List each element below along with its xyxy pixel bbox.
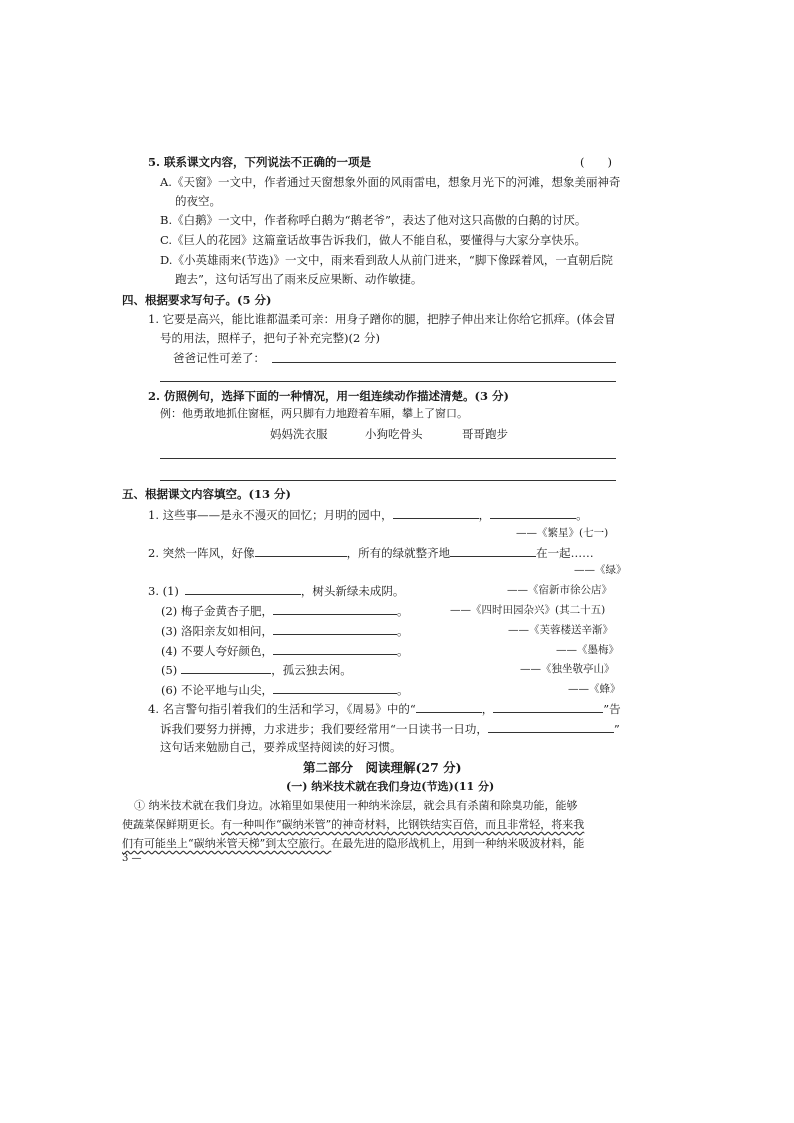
sec5-q2-blank-1[interactable]: [255, 544, 347, 557]
sec5-q4: [148, 700, 621, 717]
sec5-q4-sep: ，: [481, 702, 494, 716]
sec5-q3-3: [161, 622, 408, 639]
sec4-q2-answer-line-2[interactable]: [160, 480, 616, 481]
sec5-q4-line2-text: 诉我们要努力拼搏，力求进步；我们要经常用“一日读书一日功，: [160, 722, 488, 736]
sec5-q3-6-source: ——《蜂》: [568, 683, 621, 695]
q5-option-d: D.《小英雄雨来(节选)》一文中，雨来看到敌人从前门进来，“脚下像踩着风，一直朝后院: [160, 253, 613, 267]
sec5-q3-4-text: (4) 不要人夸好颜色，: [161, 644, 273, 658]
sec5-q3-1-num: 3. (1): [148, 584, 179, 598]
sec5-q3-1-source: ——《宿新市徐公店》: [507, 584, 612, 596]
q5-option-b: B.《白鹅》一文中，作者称呼白鹅为“鹅老爷”，表达了他对这只高傲的白鹅的讨厌。: [160, 213, 587, 227]
sec5-q4-blank-2[interactable]: [493, 700, 603, 713]
sec4-q1-answer-line-1[interactable]: [272, 362, 616, 363]
sec5-q3-5-source: ——《独坐敬亭山》: [520, 663, 615, 675]
sec5-q3-3-text: (3) 洛阳亲友如相问，: [161, 624, 273, 638]
sec5-q2-source: ——《绿》: [574, 564, 627, 576]
sec4-example: 例：他勇敢地抓住窗框，两只脚有力地蹬着车厢，攀上了窗口。: [160, 407, 468, 420]
reading-1-title: (一) 纳米技术就在我们身边(节选)(11 分): [286, 780, 495, 793]
sec5-q3-2-blank[interactable]: [273, 602, 397, 615]
sec5-q3-1-blank[interactable]: [185, 582, 301, 595]
sec4-q1-cont: 号的用法，照样子，把句子补充完整)(2 分): [160, 331, 380, 345]
reading-line3-wavy: 们有可能坐上“碳纳米管天梯”到太空旅行。: [122, 837, 332, 850]
sec4-q1-answer-line-2[interactable]: [160, 381, 616, 382]
sec4-q1: 1. 它要是高兴，能比谁都温柔可亲：用身子蹭你的腿，把脖子伸出来让你给它抓痒。(体会冒: [148, 312, 616, 326]
sec4-q2: 2. 仿照例句，选择下面的一种情况，用一组连续动作描述清楚。(3 分): [148, 389, 509, 403]
sec5-q1-text: 1. 这些事——是永不漫灭的回忆；月明的园中，: [148, 508, 393, 522]
sec5-q4-blank-1[interactable]: [416, 700, 482, 713]
sec5-q3-5-num: (5): [161, 663, 178, 677]
sec5-q1-blank-2[interactable]: [490, 506, 576, 519]
sec5-q3-3-end: 。: [396, 624, 409, 638]
sec5-q3-2-end: 。: [396, 604, 409, 618]
sec5-q3-2: [161, 602, 408, 619]
section-5-title: 五、根据课文内容填空。(13 分): [122, 487, 291, 501]
sec5-q4-text-a: 4. 名言警句指引着我们的生活和学习，《周易》中的“: [148, 702, 416, 716]
reading-para-line-2: [122, 816, 584, 832]
reading-para-line-3: [122, 835, 584, 851]
sec5-q3-2-text: (2) 梅子金黄杏子肥，: [161, 604, 273, 618]
sec5-q3-1-text: ，树头新绿未成阴。: [300, 584, 405, 598]
choice-mom-washing: 妈妈洗衣服: [270, 427, 328, 441]
sec5-q3-1: [148, 582, 404, 599]
reading-line3-plain: 在最先进的隐形战机上，用到一种纳米吸波材料，能: [331, 837, 585, 850]
sec5-q3-4-source: ——《墨梅》: [556, 644, 619, 656]
sec5-q3-5-text: ，孤云独去闲。: [271, 663, 352, 677]
reading-para-line-1: ① 纳米技术就在我们身边。冰箱里如果使用一种纳米涂层，就会具有杀菌和除臭功能，能够: [134, 799, 578, 812]
sec5-q3-3-source: ——《芙蓉楼送辛渐》: [508, 624, 613, 636]
sec5-q3-4-end: 。: [396, 644, 409, 658]
reading-line2-plain: 使蔬菜保鲜期更长。: [122, 818, 221, 831]
sec5-q3-6: [161, 681, 408, 698]
sec5-q1-sep: ，: [478, 508, 491, 522]
sec4-q1-lead: 爸爸记性可差了：: [173, 351, 265, 365]
choice-dog-eating: 小狗吃骨头: [365, 427, 423, 441]
sec5-q2-text-c: 在一起……: [536, 546, 594, 560]
sec5-q3-4-blank[interactable]: [273, 642, 397, 655]
reading-line2-wavy: 有一种叫作“碳纳米管”的神奇材料，比钢铁结实百倍，而且非常轻，将来我: [221, 818, 585, 831]
sec5-q4-line2: [160, 720, 620, 737]
q5-option-a-cont: 的夜空。: [175, 194, 221, 208]
sec5-q2: [148, 544, 594, 561]
sec5-q3-2-source: ——《四时田园杂兴》(其二十五): [450, 604, 606, 616]
sec5-q1-blank-1[interactable]: [393, 506, 479, 519]
sec5-q2-text-b: ，所有的绿就整齐地: [346, 546, 451, 560]
q5-option-a: A.《天窗》一文中，作者通过天窗想象外面的风雨雷电，想象月光下的河滩，想象美丽神奇: [160, 175, 621, 189]
part-2-title: 第二部分 阅读理解(27 分): [303, 760, 462, 775]
page-number: 3 —: [122, 853, 142, 864]
sec5-q4-line3: 这句话来勉励自己，要养成坚持阅读的好习惯。: [160, 740, 402, 754]
sec5-q3-6-blank[interactable]: [273, 681, 397, 694]
sec5-q3-5-blank[interactable]: [181, 661, 271, 674]
sec5-q1-end: 。: [576, 508, 588, 522]
choice-brother-running: 哥哥跑步: [462, 427, 508, 441]
sec5-q1: [148, 506, 588, 523]
sec5-q3-3-blank[interactable]: [273, 622, 397, 635]
sec5-q4-line2-end: ”: [613, 722, 620, 736]
sec5-q3-5: [161, 661, 352, 678]
sec5-q3-6-text: (6) 不论平地与山尖，: [161, 683, 273, 697]
sec5-q4-blank-3[interactable]: [488, 720, 614, 733]
q5-option-c: C.《巨人的花园》这篇童话故事告诉我们，做人不能自私，要懂得与大家分享快乐。: [160, 233, 587, 247]
sec4-q2-answer-line-1[interactable]: [160, 458, 616, 459]
sec5-q4-text-c: ”告: [603, 702, 621, 716]
sec5-q2-text-a: 2. 突然一阵风，好像: [148, 546, 255, 560]
q5-answer-paren[interactable]: ( ): [580, 155, 612, 169]
q5-option-d-cont: 跑去”，这句话写出了雨来反应果断、动作敏捷。: [175, 272, 423, 286]
q5-stem: 5. 联系课文内容，下列说法不正确的一项是: [148, 155, 372, 169]
sec5-q3-6-end: 。: [396, 683, 409, 697]
sec5-q3-4: [161, 642, 408, 659]
section-4-title: 四、根据要求写句子。(5 分): [122, 293, 272, 307]
sec5-q2-blank-2[interactable]: [450, 544, 536, 557]
sec5-q1-source: ——《繁星》(七一): [516, 527, 609, 539]
